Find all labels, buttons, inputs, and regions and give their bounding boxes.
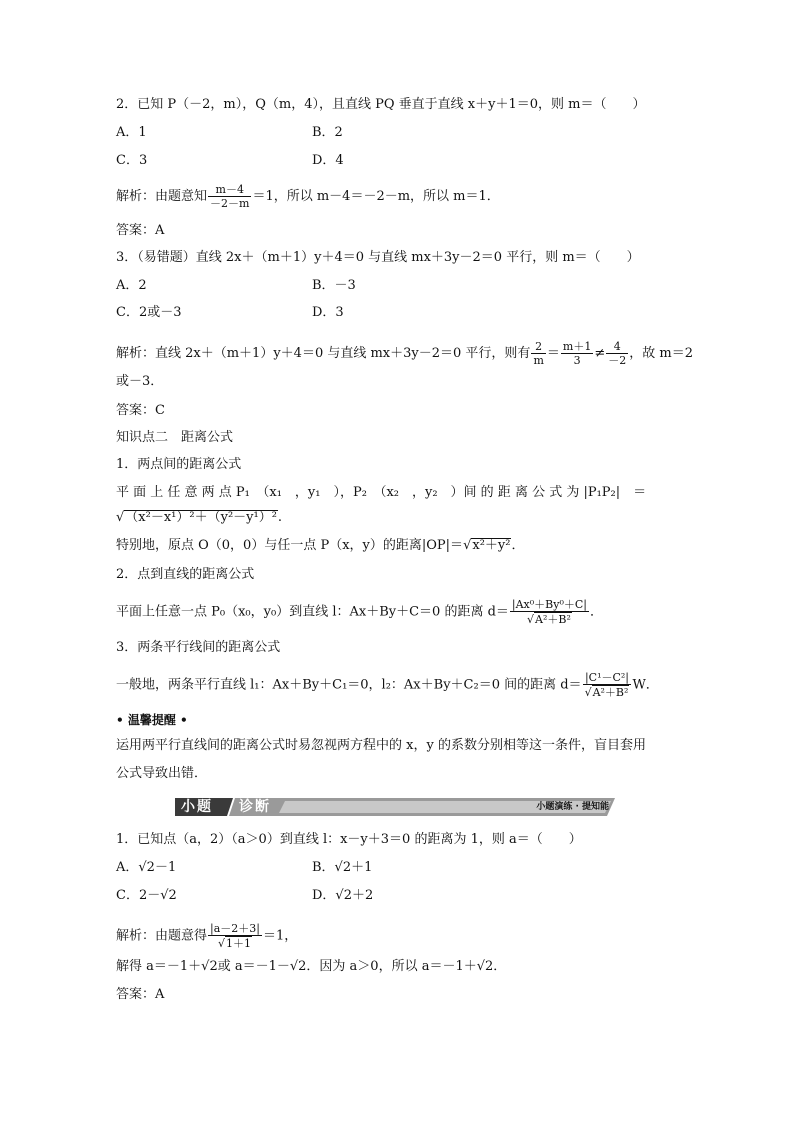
- q3-solution-line-2: 或－3．: [116, 374, 164, 389]
- q2-solution-prefix: 解析：由题意知: [116, 189, 208, 204]
- radicand: （x²－x¹）²＋（y²－y¹）²: [125, 510, 277, 525]
- section-3-formula: [116, 671, 659, 699]
- q3-answer: 答案：C: [116, 403, 165, 418]
- fraction-denominator: 3: [573, 354, 581, 367]
- q2-solution-fraction: [208, 183, 251, 210]
- radicand: A²＋B²: [592, 686, 629, 699]
- section-2-formula: [116, 598, 603, 626]
- q3-solution: [116, 340, 693, 367]
- section-1-title: 1．两点间的距离公式: [116, 457, 242, 472]
- fraction-numerator: |Ax⁰＋By⁰＋C|: [511, 598, 587, 611]
- p1-solution-prefix: 解析：由题意得: [116, 928, 208, 944]
- fraction-denominator: －2－m: [210, 197, 250, 210]
- fraction-numerator: |a－2＋3|: [210, 922, 260, 935]
- fraction-numerator: 2: [531, 340, 545, 354]
- parallel-line-distance-fraction: [583, 671, 632, 699]
- banner-label-left: 小题: [181, 799, 213, 815]
- tip-line-2: 公式导致出错．: [116, 766, 208, 781]
- q2-solution-suffix: ＝1，所以 m－4＝－2－m，所以 m＝1．: [252, 189, 500, 204]
- fraction-denominator: [208, 936, 262, 950]
- q3-option-a: A．2: [116, 278, 147, 293]
- knowledge-point-title: 知识点二 距离公式: [116, 430, 234, 445]
- q3-option-c: C．2或－3: [116, 305, 182, 320]
- fraction-denominator: －2: [608, 354, 627, 367]
- p1-option-b: B．√2＋1: [312, 860, 373, 875]
- radicand: A²＋B²: [535, 613, 571, 626]
- sqrt-icon: √: [217, 937, 225, 950]
- section-3-prefix: 一般地，两条平行直线 l₁：Ax＋By＋C₁＝0，l₂：Ax＋By＋C₂＝0 间的距离 d＝: [116, 677, 582, 693]
- q3-solution-prefix: 解析：直线 2x＋（m＋1）y＋4＝0 与直线 mx＋3y－2＝0 平行，则有: [116, 346, 531, 361]
- p1-option-d: D．√2＋2: [312, 888, 374, 903]
- fraction-numerator: |C¹－C²|: [583, 671, 632, 685]
- p1-solution-line-2: 解得 a＝－1＋√2或 a＝－1－√2．因为 a＞0，所以 a＝－1＋√2．: [116, 959, 507, 974]
- banner-label-mid: 诊断: [239, 799, 271, 815]
- q2-answer: 答案：A: [116, 223, 165, 238]
- radicand: x²＋y²: [472, 538, 511, 553]
- q3-option-d: D．3: [312, 305, 344, 320]
- q2-option-b: B．2: [312, 125, 343, 140]
- p1-solution-suffix: ＝1，: [262, 928, 298, 944]
- fraction-numerator: m＋1: [562, 340, 592, 353]
- section-1-line-3-prefix: 特别地，原点 O（0，0）与任一点 P（x，y）的距离|OP|＝: [116, 538, 464, 553]
- fraction-numerator: 4: [606, 340, 628, 354]
- q2-option-c: C．3: [116, 153, 148, 168]
- section-banner: [175, 798, 615, 816]
- sqrt-icon: √: [584, 686, 592, 699]
- q2-option-d: D．4: [312, 153, 344, 168]
- fraction-denominator: m: [533, 354, 544, 367]
- section-3-end: W．: [632, 677, 659, 693]
- q3-solution-suffix: ，故 m＝2: [629, 346, 693, 361]
- section-2-prefix: 平面上任意一点 P₀（x₀，y₀）到直线 l：Ax＋By＋C＝0 的距离 d＝: [116, 604, 509, 620]
- section-1-line-1: 平 面 上 任 意 两 点 P₁ （x₁ ，y₁ ），P₂ （x₂ ，y₂ ）间 的 距 离 公 式 为 |P₁P₂| ＝: [116, 485, 647, 500]
- tip-title: • 温馨提醒 •: [116, 713, 188, 727]
- sqrt-icon: √: [463, 538, 472, 553]
- equals-sign: ＝: [546, 346, 560, 361]
- q3-fraction-3: [606, 340, 628, 367]
- radicand: 1＋1: [226, 937, 251, 950]
- fraction-denominator: [510, 612, 589, 626]
- period: ．: [511, 538, 525, 553]
- banner-label-right: 小题演练 · 提知能: [536, 802, 609, 812]
- tip-line-1: 运用两平行直线间的距离公式时易忽视两方程中的 x，y 的系数分别相等这一条件，盲目套用: [116, 738, 646, 753]
- q3-fraction-1: [531, 340, 545, 367]
- q3-option-b: B．－3: [312, 278, 356, 293]
- q2-stem: 2．已知 P（－2，m），Q（m，4），且直线 PQ 垂直于直线 x＋y＋1＝0，则 m＝（ ）: [116, 97, 646, 112]
- section-1-line-2: [116, 509, 282, 527]
- not-equal-sign: ≠: [594, 346, 606, 361]
- sqrt-icon: √: [116, 510, 125, 525]
- sqrt-icon: √: [527, 613, 535, 626]
- p1-stem: 1．已知点（a，2）（a＞0）到直线 l：x－y＋3＝0 的距离为 1，则 a＝（ ）: [116, 832, 582, 847]
- p1-option-c: C．2－√2: [116, 888, 177, 903]
- section-2-title: 2．点到直线的距离公式: [116, 567, 255, 582]
- period: .: [277, 510, 283, 525]
- fraction-numerator: m－4: [208, 183, 251, 197]
- p1-solution: [116, 922, 297, 950]
- q2-option-a: A．1: [116, 125, 147, 140]
- p1-option-a: A．√2－1: [116, 860, 177, 875]
- q3-stem: 3．（易错题）直线 2x＋（m＋1）y＋4＝0 与直线 mx＋3y－2＝0 平行，则 m＝（ ）: [116, 250, 640, 265]
- section-1-line-3: [116, 537, 524, 555]
- p1-solution-fraction: [208, 922, 262, 950]
- q3-fraction-2: [561, 340, 593, 367]
- p1-answer: 答案：A: [116, 987, 165, 1002]
- section-3-title: 3．两条平行线间的距离公式: [116, 640, 281, 655]
- point-line-distance-fraction: [510, 598, 589, 626]
- q2-solution: [116, 183, 500, 210]
- period: ．: [590, 604, 604, 620]
- fraction-denominator: [583, 685, 632, 699]
